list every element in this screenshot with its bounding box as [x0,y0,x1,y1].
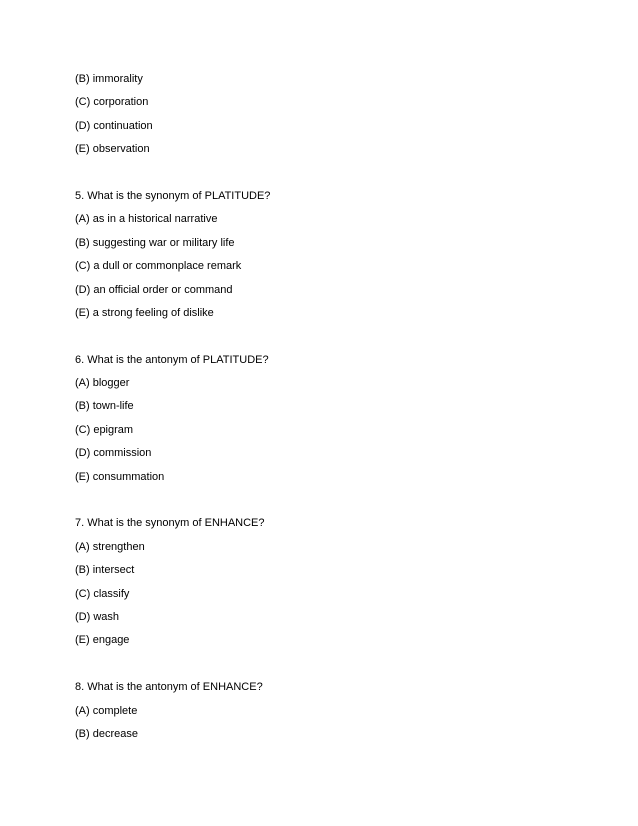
q5-option-b: (B) suggesting war or military life [75,236,235,249]
q6-option-d: (D) commission [75,447,152,460]
q5-option-a: (A) as in a historical narrative [75,213,218,226]
q7-option-c: (C) classify [75,587,130,600]
question-5: 5. What is the synonym of PLATITUDE? [75,189,271,202]
q7-option-e: (E) engage [75,634,130,647]
option-d-continuation: (D) continuation [75,119,153,132]
option-c-corporation: (C) corporation [75,96,149,109]
q6-option-a: (A) blogger [75,377,130,390]
q5-option-e: (E) a strong feeling of dislike [75,306,214,319]
spacer [75,330,575,353]
q6-option-c: (C) epigram [75,423,134,436]
q7-option-a: (A) strengthen [75,540,145,553]
question-6: 6. What is the antonym of PLATITUDE? [75,353,269,366]
question-7: 7. What is the synonym of ENHANCE? [75,517,265,530]
q6-option-e: (E) consummation [75,470,165,483]
option-b-immorality: (B) immorality [75,73,143,85]
spacer [75,494,575,517]
option-e-observation: (E) observation [75,143,150,156]
question-8: 8. What is the antonym of ENHANCE? [75,681,263,694]
q7-option-b: (B) intersect [75,564,135,577]
q6-option-b: (B) town-life [75,400,134,413]
spacer [75,658,575,681]
q7-option-d: (D) wash [75,610,120,623]
document-body [75,73,575,751]
spacer [75,167,575,190]
q8-option-b: (B) decrease [75,727,138,740]
q5-option-d: (D) an official order or command [75,283,233,296]
q8-option-a: (A) complete [75,704,138,717]
q5-option-c: (C) a dull or commonplace remark [75,260,242,273]
